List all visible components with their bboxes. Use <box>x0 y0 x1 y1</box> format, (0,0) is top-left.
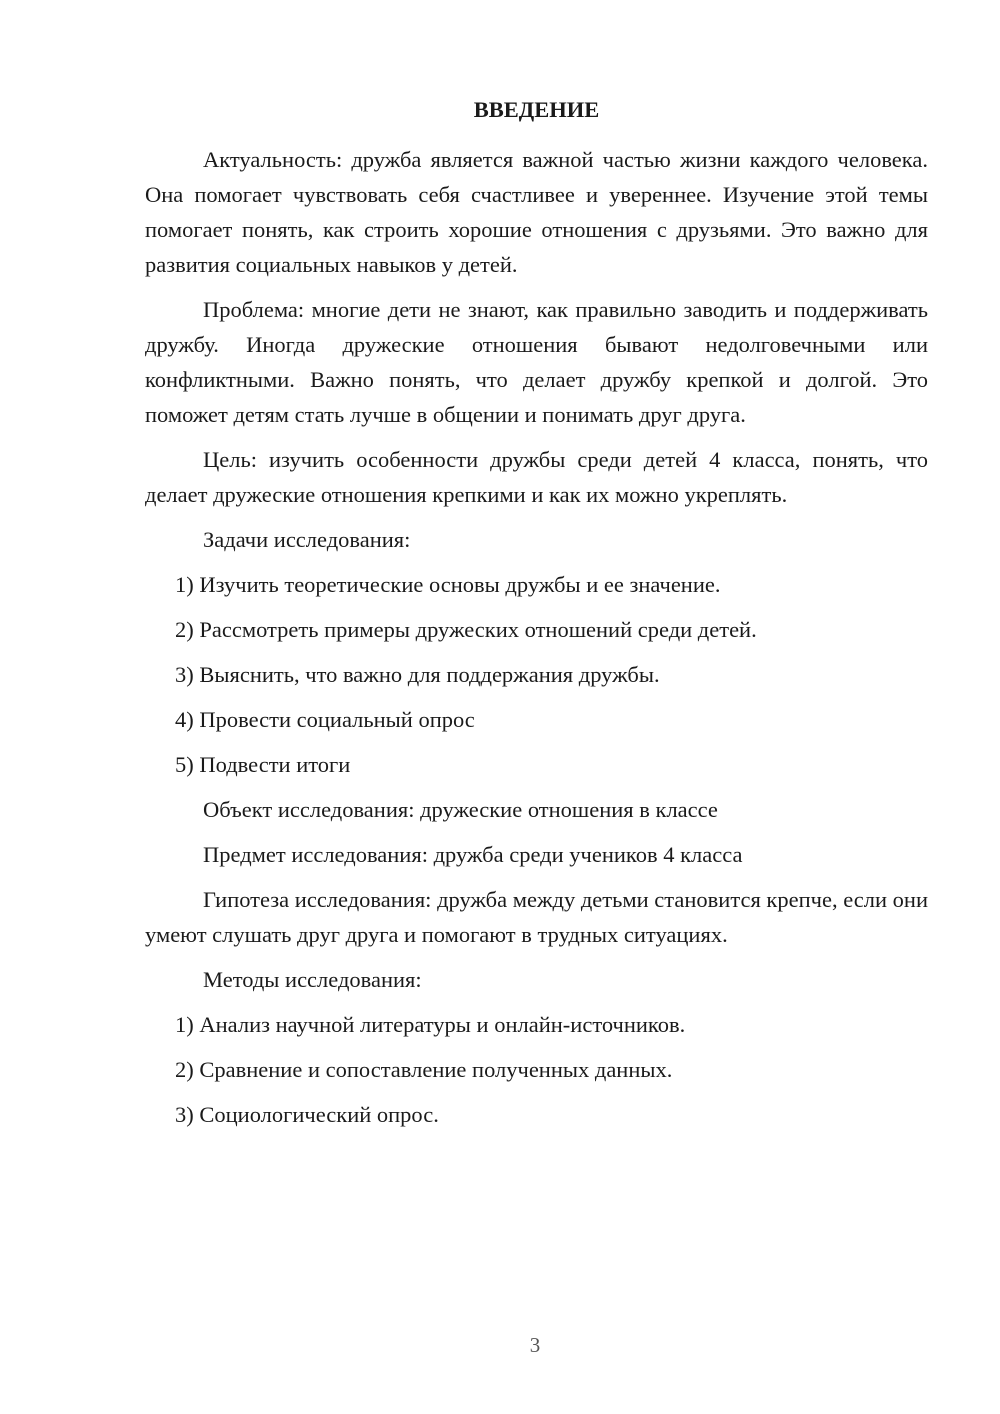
problem-paragraph: Проблема: многие дети не знают, как правильно заводить и поддерживать дружбу. Иногда дружеские отношения бывают недолговечными или конфликтными. Важно понять, что делает дружбу крепкой и долгой. Это поможет детям стать лучше в общении и понимать друг друга. <box>145 297 928 427</box>
tasks-label: Задачи исследования: <box>203 527 411 552</box>
list-item: 1) Изучить теоретические основы дружбы и ее значение. <box>175 572 721 597</box>
list-item: 2) Сравнение и сопоставление полученных данных. <box>175 1057 673 1082</box>
hypothesis-paragraph: Гипотеза исследования: дружба между детьми становится крепче, если они умеют слушать друг друга и помогают в трудных ситуациях. <box>145 887 928 947</box>
goal-paragraph: Цель: изучить особенности дружбы среди детей 4 класса, понять, что делает дружеские отношения крепкими и как их можно укреплять. <box>145 447 928 507</box>
list-item: 2) Рассмотреть примеры дружеских отношений среди детей. <box>175 617 757 642</box>
tasks-list <box>145 567 928 782</box>
list-item: 5) Подвести итоги <box>175 752 351 777</box>
list-item: 1) Анализ научной литературы и онлайн-источников. <box>175 1012 686 1037</box>
section-heading: ВВЕДЕНИЕ <box>473 97 600 122</box>
methods-label: Методы исследования: <box>203 967 422 992</box>
list-item: 3) Выяснить, что важно для поддержания дружбы. <box>175 662 660 687</box>
object-paragraph: Объект исследования: дружеские отношения в классе <box>203 797 718 822</box>
methods-list <box>145 1007 928 1132</box>
list-item: 4) Провести социальный опрос <box>175 707 475 732</box>
page-content <box>145 95 928 1142</box>
list-item: 3) Социологический опрос. <box>175 1102 439 1127</box>
relevance-paragraph: Актуальность: дружба является важной частью жизни каждого человека. Она помогает чувствовать себя счастливее и увереннее. Изучение этой темы помогает понять, как строить хорошие отношения с друзьями. Это важно для развития социальных навыков у детей. <box>145 147 928 277</box>
page-number: 3 <box>529 1333 541 1357</box>
subject-paragraph: Предмет исследования: дружба среди учеников 4 класса <box>203 842 743 867</box>
